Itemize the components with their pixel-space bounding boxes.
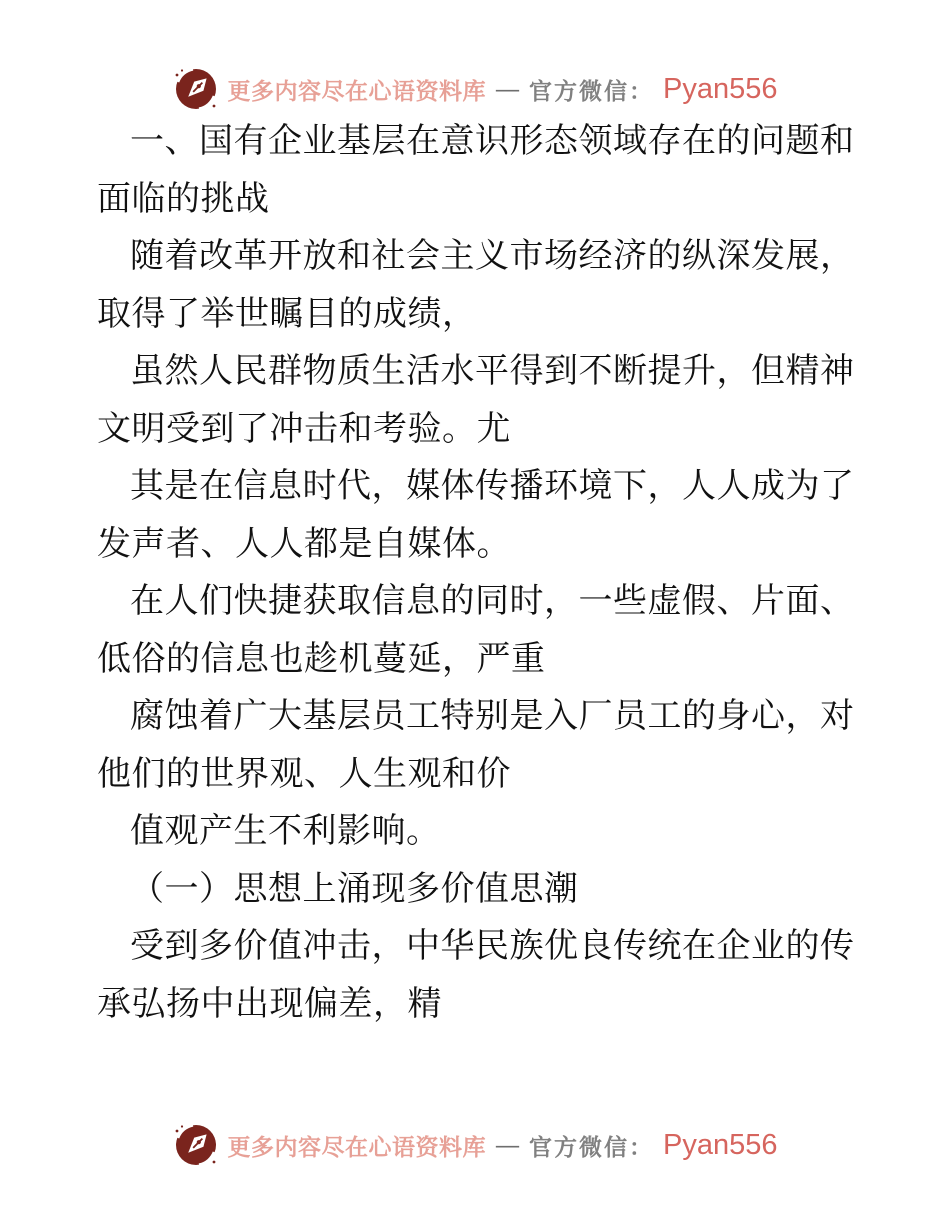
document-line: 文明受到了冲击和考验。尤 [97, 410, 511, 448]
document-line: 取得了举世瞩目的成绩， [97, 295, 477, 333]
watermark-wechat-id: Pyan556 [663, 72, 778, 105]
watermark-dash: — [496, 1132, 519, 1157]
document-line: （一）思想上涌现多价值思潮 [130, 870, 579, 908]
document-line: 受到多价值冲击，中华民族优良传统在企业的传 [130, 928, 855, 965]
watermark-dash: — [496, 76, 519, 101]
watermark-wechat-label: 官方微信： [529, 1134, 654, 1160]
document-line: 承弘扬中出现偏差，精 [97, 985, 442, 1023]
footer-watermark [0, 1122, 950, 1168]
document-line: 一、国有企业基层在意识形态领域存在的问题和 [130, 123, 855, 160]
pen-swirl-logo-icon [173, 66, 219, 112]
document-line: 他们的世界观、人生观和价 [97, 755, 511, 793]
document-line: 虽然人民群物质生活水平得到不断提升，但精神 [130, 353, 855, 390]
document-line: 面临的挑战 [97, 180, 270, 218]
document-line: 随着改革开放和社会主义市场经济的纵深发展， [130, 238, 855, 275]
document-line: 腐蚀着广大基层员工特别是入厂员工的身心，对 [130, 698, 855, 735]
watermark-wechat-id: Pyan556 [663, 1128, 778, 1161]
document-lines [97, 113, 887, 1033]
document-line: 其是在信息时代，媒体传播环境下，人人成为了 [130, 468, 855, 505]
pen-swirl-logo-icon [173, 1122, 219, 1168]
watermark-brand-text: 更多内容尽在心语资料库 [227, 1134, 486, 1160]
watermark-wechat-label: 官方微信： [529, 78, 654, 104]
watermark-brand-text: 更多内容尽在心语资料库 [227, 78, 486, 104]
document-line: 发声者、人人都是自媒体。 [97, 525, 511, 563]
document-line: 在人们快捷获取信息的同时，一些虚假、片面、 [130, 583, 855, 620]
header-watermark [0, 66, 950, 112]
document-line: 低俗的信息也趁机蔓延，严重 [97, 640, 546, 678]
document-line: 值观产生不利影响。 [130, 813, 441, 850]
